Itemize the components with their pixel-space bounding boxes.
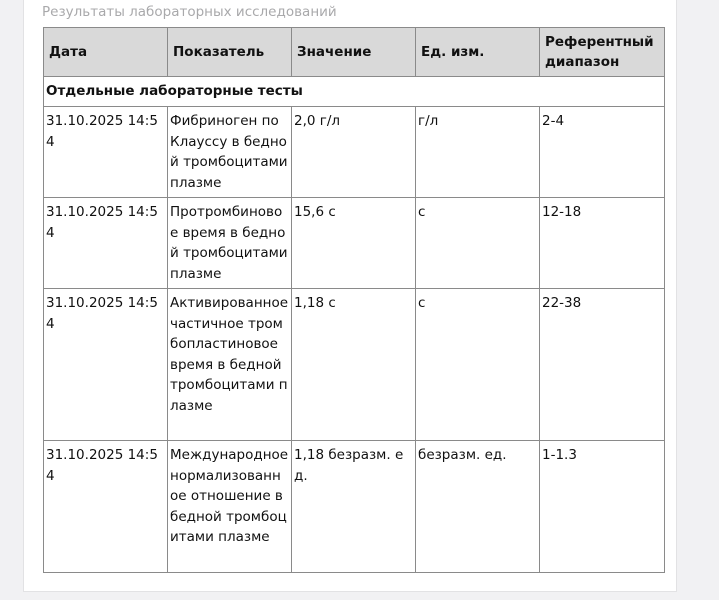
cell-unit: г/л — [416, 107, 540, 198]
cell-range: 22-38 — [540, 289, 665, 441]
cell-unit: безразм. ед. — [416, 441, 540, 573]
lab-results-table — [43, 27, 665, 573]
header-value: Значение — [292, 28, 416, 77]
cell-value: 1,18 с — [292, 289, 416, 441]
cell-indicator: Фибриноген по Клауссу в бедной тромбоцитами плазме — [168, 107, 292, 198]
table-row — [44, 198, 665, 289]
header-date: Дата — [44, 28, 168, 77]
table-row — [44, 289, 665, 441]
cell-range: 2-4 — [540, 107, 665, 198]
table-row — [44, 107, 665, 198]
document-page — [23, 0, 677, 592]
header-unit: Ед. изм. — [416, 28, 540, 77]
cell-indicator: Протромбиновое время в бедной тромбоцитами плазме — [168, 198, 292, 289]
table-row — [44, 441, 665, 573]
cell-indicator: Активированное частичное тромбопластиновое время в бедной тромбоцитами плазме — [168, 289, 292, 441]
cell-value: 2,0 г/л — [292, 107, 416, 198]
cell-date: 31.10.2025 14:54 — [44, 198, 168, 289]
group-row — [44, 77, 665, 107]
table-header-row — [44, 28, 665, 77]
cell-range: 1-1.3 — [540, 441, 665, 573]
cell-value: 1,18 безразм. ед. — [292, 441, 416, 573]
cell-range: 12-18 — [540, 198, 665, 289]
cell-indicator: Международное нормализованное отношение в бедной тромбоцитами плазме — [168, 441, 292, 573]
group-label: Отдельные лабораторные тесты — [44, 77, 665, 107]
cell-unit: с — [416, 198, 540, 289]
header-reference-range: Референтный диапазон — [540, 28, 665, 77]
cell-value: 15,6 с — [292, 198, 416, 289]
cell-unit: с — [416, 289, 540, 441]
section-title: Результаты лабораторных исследований — [42, 4, 337, 20]
cell-date: 31.10.2025 14:54 — [44, 441, 168, 573]
cell-date: 31.10.2025 14:54 — [44, 289, 168, 441]
cell-date: 31.10.2025 14:54 — [44, 107, 168, 198]
header-indicator: Показатель — [168, 28, 292, 77]
